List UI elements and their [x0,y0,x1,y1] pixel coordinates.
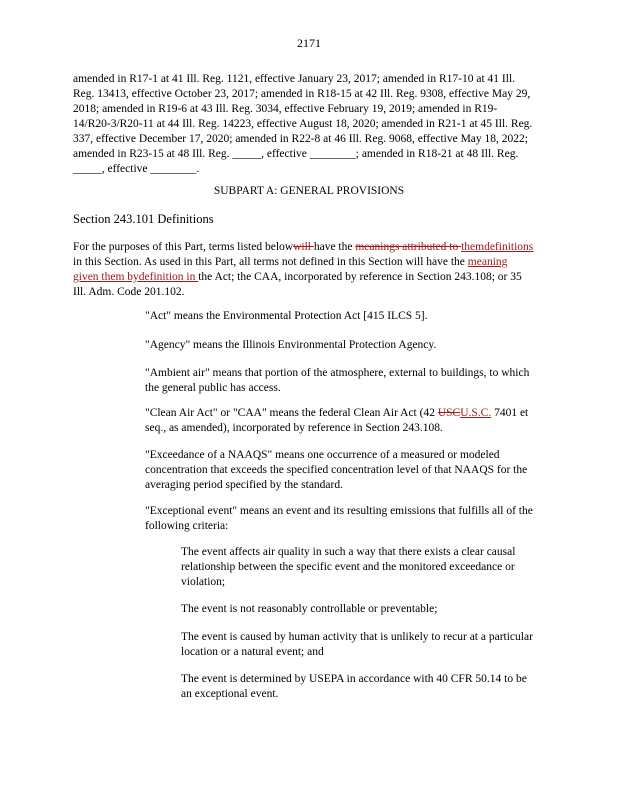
page-number: 2171 [297,36,321,50]
defined-term: "CAA" [232,407,267,419]
inserted-text: definitions [484,241,534,253]
definition-act: "Act" means the Environmental Protection Act [415 ILCS 5]. [145,310,428,322]
defined-term: "Exceptional event" [145,505,238,517]
inserted-text: U.S.C. [460,407,492,419]
deleted-text: meanings attributed to [355,241,462,253]
definition-agency: "Agency" means the Illinois Environmental Protection Agency. [145,339,437,351]
amendment-history: amended in R17-1 at 41 Ill. Reg. 1121, effective January 23, 2017; amended in R17-10 at 41 Ill. Reg. 13413, effective October 23, 2017; amended in R18-15 at 42 Ill. Reg. 9308, effective May 29, 2018; amended in R19-6 at 43 Ill. Reg. 3034, effective February 19, 2019; amended in R19-14/R20-3/R20-11 at 44 Ill. Reg. 14223, effective August 18, 2020; amended in R21-1 at 45 Ill. Reg. 337, effective December 17, 2020; amended in R22-8 at 46 Ill. Reg. 9068, effective May 18, 2022; amended in R23-15 at 48 Ill. Reg. _____, effective ________; amended in R18-21 at 48 Ill. Reg. _____, effective ________. [73,73,533,175]
definition-exceptional-event: "Exceptional event" means an event and its resulting emissions that fulfills all of the following criteria: [145,505,533,532]
deleted-text: will [293,241,314,253]
defined-term: "Clean Air Act" [145,407,218,419]
inserted-text: definition in [138,271,199,283]
inserted-text: them [461,241,485,253]
criterion: The event is not reasonably controllable or preventable; [181,603,438,615]
subpart-heading: SUBPART A: GENERAL PROVISIONS [213,185,405,197]
inserted-text: meaning given them by [73,256,508,283]
deleted-text: USC [437,407,461,419]
defined-term: "Act" [145,310,171,322]
defined-term: "Ambient air" [145,367,210,379]
defined-term: "Exceedance of a NAAQS" [145,449,273,461]
intro-paragraph: For the purposes of this Part, terms listed belowwill have the meanings attributed to themdefinitions in this Section. As used in this Part, all terms not defined in this Section will have the meaning given them bydefinition in the Act; the CAA, incorporated by reference in Section 243.108; or 35 Ill. Adm. Code 201.102. [73,241,534,298]
criterion: The event affects air quality in such a way that there exists a clear causal relationship between the specific event and the monitored exceedance or violation; [181,546,516,588]
section-heading: Section 243.101 Definitions [73,212,214,226]
defined-term: "Agency" [145,339,191,351]
criterion: The event is caused by human activity that is unlikely to recur at a particular location or a natural event; and [181,631,533,658]
definition-exceedance: "Exceedance of a NAAQS" means one occurrence of a measured or modeled concentration that exceeds the specified concentration level of that NAAQS for the averaging period specified by the standard. [145,449,528,491]
criterion: The event is determined by USEPA in accordance with 40 CFR 50.14 to be an exceptional event. [181,673,527,700]
definition-clean-air-act: "Clean Air Act" or "CAA" means the federal Clean Air Act (42 USCU.S.C. 7401 et seq., as amended), incorporated by reference in Section 243.108. [145,407,529,434]
definition-ambient-air: "Ambient air" means that portion of the atmosphere, external to buildings, to which the general public has access. [145,367,530,394]
